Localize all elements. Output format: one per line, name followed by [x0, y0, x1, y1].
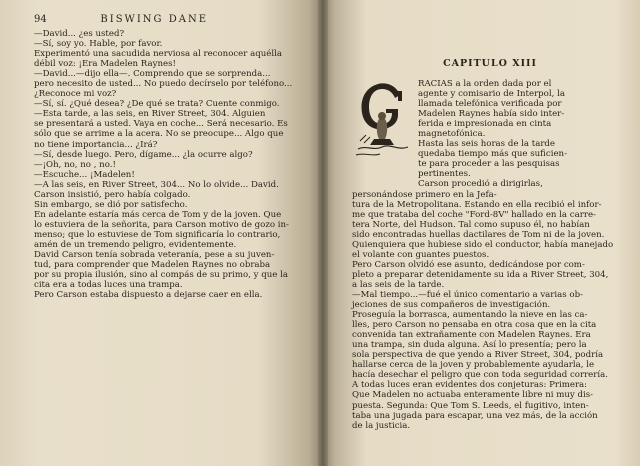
text-line: menso; que lo estuviese de Tom significaría lo contrario,	[34, 229, 281, 240]
page-number: 94	[34, 14, 47, 25]
right-page	[322, 0, 640, 466]
text-line: —A las seis, en River Street, 304... No lo olvide... David.	[34, 179, 279, 190]
text-line: tud, para comprender que Madelen Raynes no obraba	[34, 260, 271, 271]
text-line: personándose primero en la Jefa-	[352, 189, 497, 200]
text-line: —Esta tarde, a las seis, en River Street, 304. Alguien	[34, 109, 266, 120]
text-line: convenida tan extrañamente con Madelen Raynes. Era	[352, 330, 591, 341]
text-line: Que Madelen no actuaba enteramente libre ni muy dis-	[352, 390, 594, 401]
text-line: tura de la Metropolitana. Estando en ella recibió el infor-	[352, 199, 602, 210]
book-gutter	[318, 0, 328, 466]
text-line: hacía desechar el peligro que con toda seguridad correría.	[352, 370, 608, 381]
text-line: quedaba tiempo más que suficien-	[418, 149, 567, 160]
text-line: —Sí, sí. ¿Qué desea? ¿De qué se trata? Cuente conmigo.	[34, 99, 280, 110]
chapter-opening	[352, 79, 628, 190]
text-line: sólo que se arrime a la acera. No se preocupe... Algo que	[34, 129, 284, 140]
text-line: RACIAS a la orden dada por el	[418, 79, 552, 89]
text-line: Quienquiera que hubiese sido el conductor, había manejado	[352, 239, 614, 250]
text-line: Hasta las seis horas de la tarde	[418, 139, 556, 150]
text-line: una trampa, sin duda alguna. Así lo presentía; pero la	[352, 340, 587, 351]
text-line: pleto a preparar detenidamente su ida a River Street, 304,	[352, 269, 609, 280]
text-line: —Sí, desde luego. Pero, dígame... ¿la ocurre algo?	[34, 149, 253, 160]
text-line: ¿Reconoce mi voz?	[34, 89, 117, 100]
text-line: hallarse cerca de la joven y probablemente ayudarla, le	[352, 360, 595, 371]
text-line: a las seis de la tarde.	[352, 279, 445, 290]
chapter-title: CAPITULO XIII	[443, 58, 537, 69]
left-page-text	[34, 29, 304, 300]
text-line: agente y comisario de Interpol, la	[418, 89, 565, 100]
text-line: ferida e impresionada en cinta	[418, 119, 552, 130]
text-line: lles, pero Carson no pensaba en otra cosa que en la cita	[352, 320, 597, 331]
text-line: —David...—dijo ella—. Comprendo que se sorprenda...	[34, 69, 271, 80]
text-line: cita era a todas luces una trampa.	[34, 280, 183, 291]
text-line: Sin embargo, se dió por satisfecho.	[34, 199, 188, 210]
text-line: de la justicia.	[352, 420, 411, 431]
text-line: Pero Carson olvidó ese asunto, dedicándose por com-	[352, 259, 585, 270]
text-line: sola perspectiva de que yendo a River Street, 304, podría	[352, 350, 604, 361]
text-line: —David... ¿es usted?	[34, 29, 125, 39]
text-line: pero necesito de usted... No puedo decírselo por teléfono...	[34, 79, 293, 90]
text-line: débil voz: ¡Era Madelen Raynes!	[34, 59, 176, 70]
text-line: David Carson tenía sobrada veteranía, pese a su juven-	[34, 250, 275, 261]
text-line: jeciones de sus compañeros de investigación.	[352, 300, 551, 311]
text-line: amén de un tremendo peligro, evidentemente.	[34, 239, 237, 250]
text-line: Carson procedió a dirigirlas,	[418, 179, 543, 190]
text-line: por su propia ilusión, sino al compás de su primo, y que la	[34, 270, 288, 281]
text-line: En adelante estaría más cerca de Tom y de la joven. Que	[34, 209, 282, 220]
text-line: tera Norte, del Hudson. Tal como supuso él, no habían	[352, 219, 590, 230]
text-line: el volante con guantes puestos.	[352, 249, 490, 260]
text-line: —Sí, soy yo. Hable, por favor.	[34, 39, 163, 50]
text-line: Experimentó una sacudida nerviosa al reconocer aquélla	[34, 49, 282, 60]
text-line: llamada telefónica verificada por	[418, 99, 562, 110]
text-line: taba una jugada para escapar, una vez más, de la acción	[352, 410, 598, 421]
left-page-header	[34, 14, 304, 25]
text-line: no tiene importancia... ¿Irá?	[34, 139, 158, 150]
text-line: —Escuche... ¡Madelen!	[34, 169, 135, 180]
text-line: —¡Oh, no, no , no.!	[34, 159, 116, 170]
text-line: se presentará a usted. Vaya en coche... Será necesario. Es	[34, 119, 288, 130]
text-line: Madelen Raynes había sido inter-	[418, 109, 565, 120]
text-line: —Mal tiempo...—fué el único comentario a varias ob-	[352, 289, 584, 300]
text-line: lo estuviera de la señorita, para Carson motivo de gozo in-	[34, 219, 289, 230]
drop-cap-illustration	[352, 79, 412, 161]
text-line: puesta. Segunda: Que Tom S. Leeds, el fugitivo, inten-	[352, 400, 589, 411]
drop-cap-g-icon	[352, 79, 412, 161]
right-page-text	[352, 190, 628, 431]
text-line: A todas luces eran evidentes dos conjeturas: Primera:	[352, 380, 588, 391]
running-title: BISWING DANE	[100, 14, 208, 25]
text-line: me que trataba del coche "Ford-8V" hallado en la carre-	[352, 209, 596, 220]
text-line: te para proceder a las pesquisas	[418, 159, 560, 170]
text-line: Pero Carson estaba dispuesto a dejarse caer en ella.	[34, 290, 263, 301]
text-line: sido encontradas huellas dactilares de Tom ni de la joven.	[352, 229, 605, 240]
text-line: Proseguía la borrasca, aumentando la nieve en las ca-	[352, 310, 588, 321]
text-line: Carson insistió, pero había colgado.	[34, 189, 191, 200]
text-line: pertinentes.	[418, 169, 471, 180]
drop-cap-text	[412, 79, 567, 190]
text-line: magnetofónica.	[418, 129, 486, 140]
